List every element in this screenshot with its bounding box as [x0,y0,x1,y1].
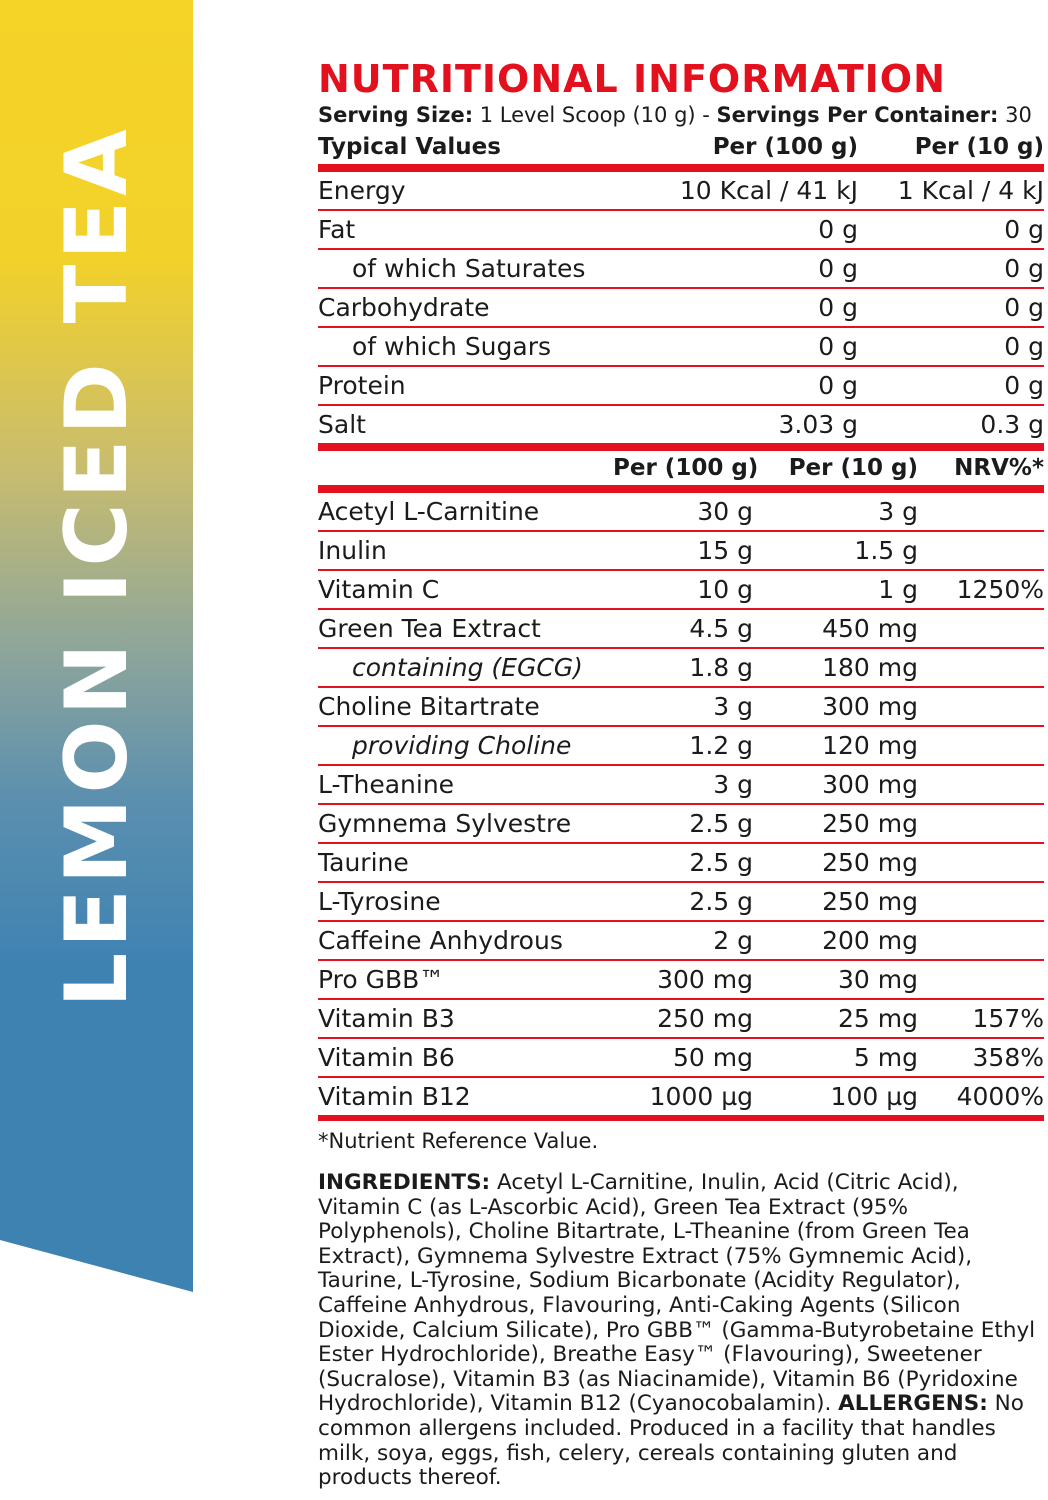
table-row [318,172,1044,211]
row-nrv: 4000% [956,1082,1044,1111]
table-divider [318,443,1044,451]
col-header: Per (10 g) [914,134,1044,160]
row-label: Taurine [318,848,409,877]
serving-size-value: 1 Level Scoop (10 g) - [473,103,717,127]
table-row [318,571,1044,610]
row-nrv: 157% [972,1004,1044,1033]
allergens-text: No common allergens included. Produced in a facility that handles milk, soya, eggs, fish, celery, cereals containing gluten and products thereof. [318,1391,1024,1491]
row-value: 5 mg [853,1043,918,1072]
row-label: Green Tea Extract [318,614,541,643]
col-header: Per (100 g) [613,455,759,481]
table-row [318,688,1044,727]
table2-header [318,451,1044,485]
row-label: Vitamin B12 [318,1082,471,1111]
table-row [318,1000,1044,1039]
table-divider [318,485,1044,493]
row-value: 120 mg [822,731,918,760]
row-label: of which Saturates [352,254,586,283]
serving-size-label: Serving Size: [318,103,474,127]
panel-title: NUTRITIONAL INFORMATION [318,57,946,101]
row-value: 1 g [878,575,918,604]
table-row [318,610,1044,649]
row-value: 0 g [818,371,858,400]
row-value: 0 g [818,215,858,244]
row-value: 4.5 g [689,614,753,643]
row-value: 300 mg [822,770,918,799]
row-value: 250 mg [822,809,918,838]
row-value: 100 µg [830,1082,918,1111]
table-row [318,493,1044,532]
row-value: 50 mg [673,1043,753,1072]
row-value: 2 g [713,926,753,955]
row-value: 3 g [713,692,753,721]
row-value: 300 mg [657,965,753,994]
row-label: Vitamin C [318,575,440,604]
table-row [318,367,1044,406]
row-label: Choline Bitartrate [318,692,540,721]
row-value: 0.3 g [980,410,1044,439]
row-value: 450 mg [822,614,918,643]
row-value: 10 g [697,575,753,604]
table2-body [318,493,1044,1115]
table-divider [318,164,1044,172]
row-label: Vitamin B6 [318,1043,455,1072]
row-label: Fat [318,215,356,244]
row-label: Protein [318,371,406,400]
table-row [318,1078,1044,1115]
row-value: 0 g [1004,254,1044,283]
row-label: Inulin [318,536,387,565]
row-value: 300 mg [822,692,918,721]
row-value: 2.5 g [689,887,753,916]
row-value: 3 g [713,770,753,799]
col-header: Typical Values [318,134,501,160]
row-label: of which Sugars [352,332,552,361]
row-value: 0 g [818,254,858,283]
row-label: Salt [318,410,366,439]
table-row [318,406,1044,443]
row-value: 0 g [1004,371,1044,400]
ingredients-block [318,1171,1044,1491]
row-value: 10 Kcal / 41 kJ [679,176,858,205]
nutrition-panel [318,56,1044,1491]
row-label: Caffeine Anhydrous [318,926,563,955]
row-label: Vitamin B3 [318,1004,455,1033]
table-row [318,844,1044,883]
row-value: 1 Kcal / 4 kJ [897,176,1044,205]
table-row [318,211,1044,250]
table-row [318,727,1044,766]
row-value: 180 mg [822,653,918,682]
row-value: 250 mg [657,1004,753,1033]
ingredients-label: INGREDIENTS: [318,1170,491,1195]
row-nrv: 358% [972,1043,1044,1072]
servings-value: 30 [998,103,1032,127]
row-label: Gymnema Sylvestre [318,809,572,838]
row-value: 0 g [1004,215,1044,244]
table1-body [318,172,1044,443]
nrv-footnote: *Nutrient Reference Value. [318,1129,599,1153]
row-value: 0 g [1004,332,1044,361]
row-value: 1.2 g [689,731,753,760]
row-value: 200 mg [822,926,918,955]
servings-label: Servings Per Container: [716,103,999,127]
row-label: L-Theanine [318,770,455,799]
row-value: 1.8 g [689,653,753,682]
table-row [318,1039,1044,1078]
row-value: 250 mg [822,887,918,916]
allergens-label: ALLERGENS: [838,1391,988,1417]
row-value: 2.5 g [689,848,753,877]
col-header: NRV%* [954,455,1044,481]
row-label: Carbohydrate [318,293,490,322]
row-nrv: 1250% [956,575,1044,604]
col-header: Per (100 g) [712,134,858,160]
row-label: Acetyl L-Carnitine [318,497,540,526]
table-row [318,922,1044,961]
table-row [318,766,1044,805]
row-value: 1.5 g [854,536,918,565]
row-value: 15 g [697,536,753,565]
ingredients-text: Acetyl L-Carnitine, Inulin, Acid (Citric Acid), Vitamin C (as L-Ascorbic Acid), Green Tea Extract (95% Polyphenols), Choline Bitartrate, L-Theanine (from Green Tea Extract), Gymnema Sylvestre Extract (75% Gymnemic Acid), Taurine, L-Tyrosine, Sodium Bicarbonate (Acidity Regulator), Caffeine Anhydrous, Flavouring, Anti-Caking Agents (Silicon Dioxide, Calcium Silicate), Pro GBB™ (Gamma-Butyrobetaine Ethyl Ester Hydrochloride), Breathe Easy™ (Flavouring), Sweetener (Sucralose), Vitamin B3 (as Niacinamide), Vitamin B6 (Pyridoxine Hydrochloride), Vitamin B12 (Cyanocobalamin). [318,1170,1036,1417]
row-value: 1000 µg [649,1082,753,1111]
table-row [318,805,1044,844]
row-value: 30 g [697,497,753,526]
flavour-name: LEMON ICED TEA [47,124,147,1008]
table-row [318,883,1044,922]
row-label: Energy [318,176,406,205]
row-value: 30 mg [838,965,918,994]
row-label: providing Choline [352,731,572,760]
row-value: 250 mg [822,848,918,877]
row-value: 0 g [818,332,858,361]
row-value: 3.03 g [778,410,858,439]
table-divider [318,1115,1044,1121]
row-label: containing (EGCG) [352,653,583,682]
row-value: 3 g [878,497,918,526]
table-row [318,328,1044,367]
table-row [318,961,1044,1000]
table-row [318,289,1044,328]
serving-info [318,100,1044,130]
row-value: 0 g [1004,293,1044,322]
row-label: L-Tyrosine [318,887,441,916]
row-value: 2.5 g [689,809,753,838]
table-row [318,250,1044,289]
table1-header [318,130,1044,164]
table-row [318,649,1044,688]
table-row [318,532,1044,571]
row-value: 25 mg [838,1004,918,1033]
row-value: 0 g [818,293,858,322]
row-label: Pro GBB™ [318,965,445,994]
col-header: Per (10 g) [788,455,918,481]
